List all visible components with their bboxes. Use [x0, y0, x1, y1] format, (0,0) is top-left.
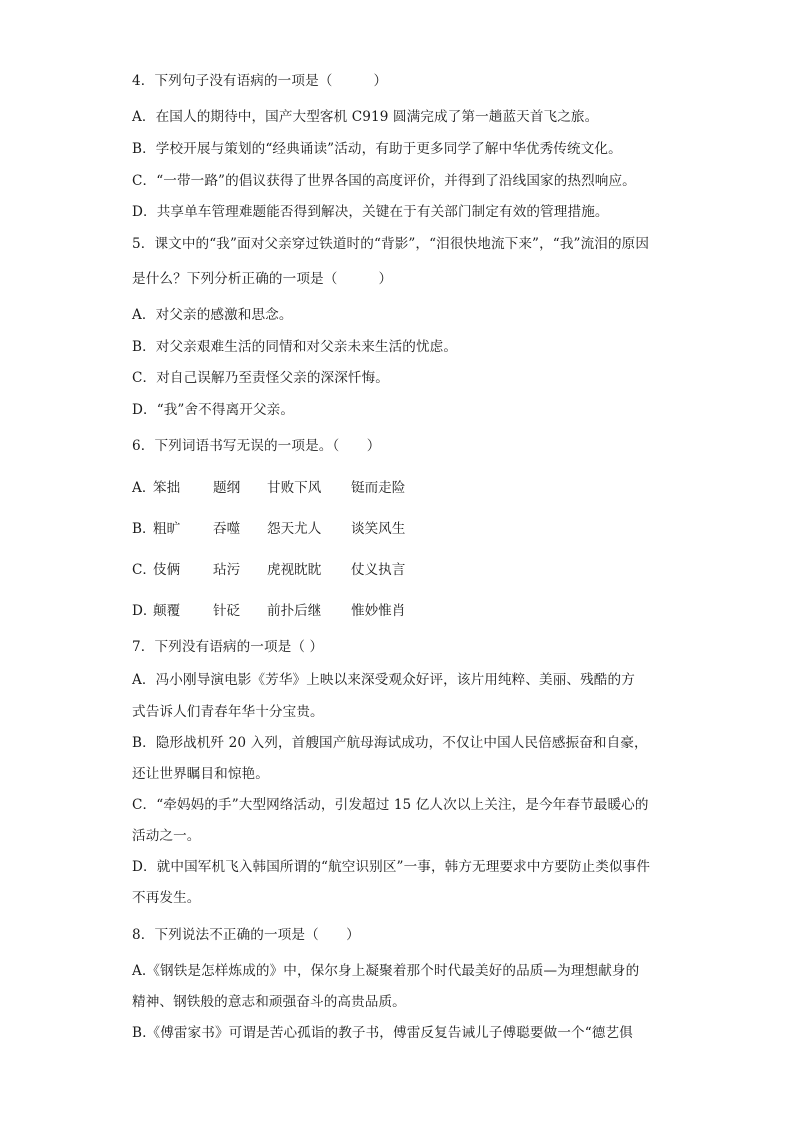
q7-option-b-line-2: 还让世界瞩目和惊艳。 — [132, 766, 269, 782]
option-word: 怨天尤人 — [267, 521, 322, 537]
q4-option-a: A．在国人的期待中，国产大型客机 C919 圆满完成了第一趟蓝天首飞之旅。 — [132, 109, 599, 125]
option-word: 玷污 — [213, 562, 241, 578]
option-word: 吞噬 — [213, 521, 241, 537]
option-letter: D． — [132, 603, 157, 619]
option-word: 仗义执言 — [351, 562, 406, 578]
q6-stem: 6．下列词语书写无误的一项是。（ ） — [132, 438, 381, 454]
option-letter: C． — [132, 562, 156, 578]
option-word: 惟妙惟肖 — [351, 603, 406, 619]
q6-option-c — [132, 561, 405, 579]
q7-option-b-line-1: B．隐形战机歼 20 入列，首艘国产航母海试成功，不仅让中国人民倍感振奋和自豪， — [132, 735, 648, 751]
option-word: 针砭 — [213, 603, 241, 619]
q6-option-d — [132, 602, 405, 620]
q4-option-c: C．“一带一路”的倡议获得了世界各国的高度评价，并得到了沿线国家的热烈响应。 — [132, 173, 636, 189]
option-word: 谈笑风生 — [351, 521, 406, 537]
q7-option-c-line-2: 活动之一。 — [132, 828, 201, 844]
q5-option-d: D．“我”舍不得离开父亲。 — [132, 402, 295, 418]
option-word: 虎视眈眈 — [267, 562, 322, 578]
q5-option-b: B．对父亲艰难生活的同情和对父亲未来生活的忧虑。 — [132, 339, 458, 355]
option-word: 前扑后继 — [267, 603, 322, 619]
q7-stem: 7．下列没有语病的一项是（ ） — [132, 639, 324, 655]
option-word: 伎俩 — [153, 562, 181, 578]
q8-option-a-line-2: 精神、钢铁般的意志和顽强奋斗的高贵品质。 — [132, 994, 406, 1010]
q7-option-a-line-1: A．冯小刚导演电影《芳华》上映以来深受观众好评，该片用纯粹、美丽、残酷的方 — [132, 672, 635, 688]
q7-option-a-line-2: 式告诉人们青春年华十分宝贵。 — [132, 704, 324, 720]
option-word: 笨拙 — [153, 480, 181, 496]
q4-option-d: D．共享单车管理难题能否得到解决，关键在于有关部门制定有效的管理措施。 — [132, 204, 609, 220]
option-word: 甘败下风 — [267, 480, 322, 496]
q8-stem: 8．下列说法不正确的一项是（ ） — [132, 927, 360, 943]
q6-option-a — [132, 479, 405, 497]
q8-option-b-line-1: B.《傅雷家书》可谓是苦心孤诣的教子书，傅雷反复告诫儿子傅聪要做一个“德艺俱 — [132, 1025, 633, 1041]
q8-option-a-line-1: A.《钢铁是怎样炼成的》中，保尔身上凝聚着那个时代最美好的品质—为理想献身的 — [132, 963, 640, 979]
q5-stem-line-1: 5．课文中的“我”面对父亲穿过铁道时的“背影”，“泪很快地流下来”，“我”流泪的原因 — [132, 236, 650, 252]
q5-stem-line-2: 是什么？下列分析正确的一项是（ ） — [132, 271, 393, 287]
q4-stem: 4．下列句子没有语病的一项是（ ） — [132, 73, 388, 89]
q7-option-d-line-1: D．就中国军机飞入韩国所谓的“航空识别区”一事，韩方无理要求中方要防止类似事件 — [132, 859, 651, 875]
option-letter: B． — [132, 521, 156, 537]
q7-option-d-line-2: 不再发生。 — [132, 890, 201, 906]
q5-option-c: C．对自己误解乃至责怪父亲的深深忏悔。 — [132, 370, 389, 386]
q7-option-c-line-1: C．“牵妈妈的手”大型网络活动，引发超过 15 亿人次以上关注，是今年春节最暖心的 — [132, 797, 649, 813]
q4-option-b: B．学校开展与策划的“经典诵读”活动，有助于更多同学了解中华优秀传统文化。 — [132, 141, 622, 157]
option-word: 题纲 — [213, 480, 241, 496]
option-word: 颠覆 — [153, 603, 181, 619]
option-word: 粗旷 — [153, 521, 181, 537]
q6-option-b — [132, 520, 405, 538]
q5-option-a: A．对父亲的感激和思念。 — [132, 307, 293, 323]
option-letter: A． — [132, 480, 156, 496]
option-word: 铤而走险 — [351, 480, 406, 496]
